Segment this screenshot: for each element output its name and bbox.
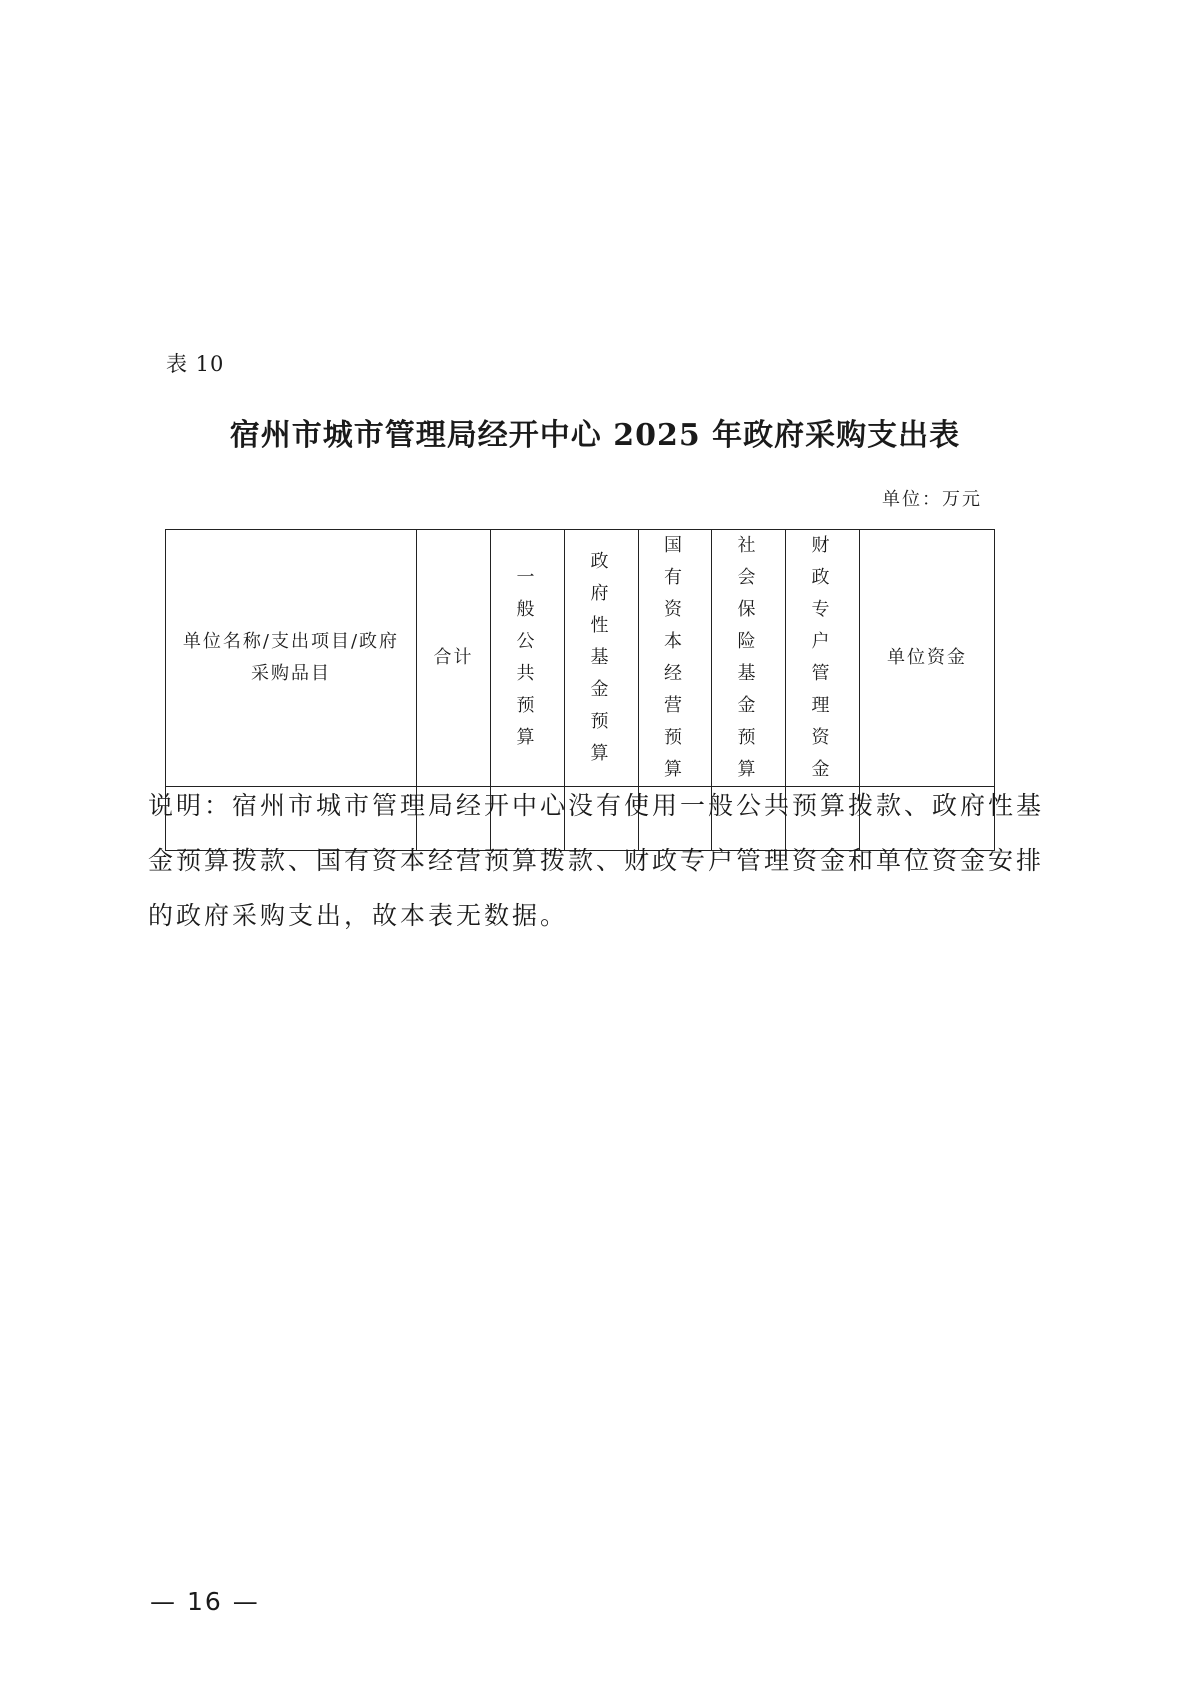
page-number: — 16 — <box>150 1587 260 1616</box>
unit-label: 单位：万元 <box>882 489 982 510</box>
header-general-budget: 一般公共预算 <box>491 530 565 787</box>
header-gov-fund-budget: 政府性基金预算 <box>565 530 639 787</box>
header-social-insurance-budget: 社会保险基金预算 <box>712 530 786 787</box>
page-title: 宿州市城市管理局经开中心 2025 年政府采购支出表 <box>229 418 961 453</box>
table-header-row <box>166 530 995 787</box>
header-state-capital-budget: 国有资本经营预算 <box>639 530 712 787</box>
header-total: 合计 <box>417 530 491 787</box>
header-unit-funds: 单位资金 <box>860 530 995 787</box>
header-special-account-funds: 财政专户管理资金 <box>786 530 860 787</box>
table-number: 表 10 <box>166 352 225 376</box>
header-unit-name: 单位名称/支出项目/政府采购品目 <box>166 530 417 787</box>
explanation-note: 说明：宿州市城市管理局经开中心没有使用一般公共预算拨款、政府性基金预算拨款、国有资本经营预算拨款、财政专户管理资金和单位资金安排的政府采购支出，故本表无数据。 <box>148 791 1045 930</box>
